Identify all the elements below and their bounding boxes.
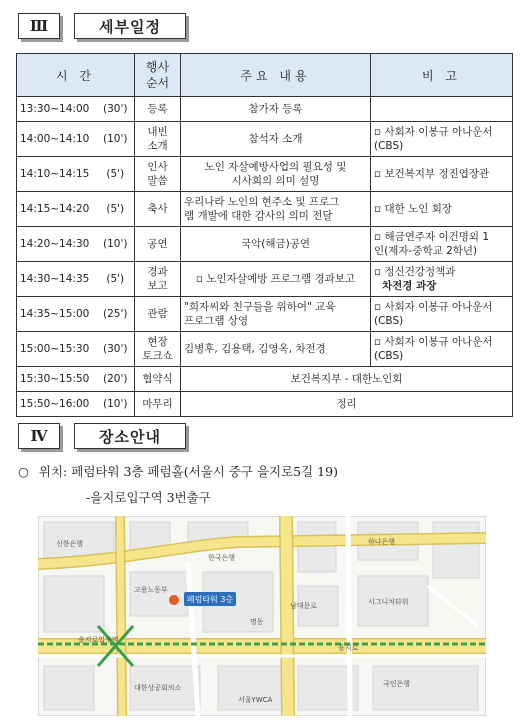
map-label-chamber: 대한상공회의소 — [134, 684, 182, 692]
section-3-heading — [18, 12, 186, 40]
header-note: 비 고 — [371, 54, 513, 97]
row-duration: (5') — [97, 157, 135, 192]
row-event: 공연 — [135, 227, 181, 262]
table-row — [17, 367, 513, 392]
header-event-label: 행사 순서 — [145, 60, 170, 90]
row-start: 14:20~14:30 — [17, 227, 97, 262]
row-desc: 정리 — [181, 392, 513, 417]
row-start: 14:30~14:35 — [17, 262, 97, 297]
row-duration: (25') — [97, 297, 135, 332]
row-note-bold: 차전경 과장 — [382, 280, 437, 292]
row-desc: 노인 자살예방사업의 필요성 및 시사회의 의미 설명 — [181, 157, 371, 192]
location-address: 위치: 페럼타워 3층 페럼홀(서울시 중구 을지로5길 19) — [38, 464, 338, 479]
row-duration: (10') — [97, 122, 135, 157]
table-row — [17, 297, 513, 332]
map-label-ywca: 서울YWCA — [238, 696, 273, 704]
row-desc: 김병후, 김용택, 김영옥, 차전경 — [181, 332, 371, 367]
row-start: 14:15~14:20 — [17, 192, 97, 227]
row-start: 15:30~15:50 — [17, 367, 97, 392]
table-row — [17, 97, 513, 122]
row-note: ▫ 해금연주자 이건명외 1 인(제자-중학교 2학년) — [371, 227, 513, 262]
row-event: 현장 토크쇼 — [135, 332, 181, 367]
row-desc: "희자씨와 친구들을 위하여" 교육 프로그램 상영 — [181, 297, 371, 332]
table-row — [17, 262, 513, 297]
table-row — [17, 392, 513, 417]
row-note: ▫ 정신건강정책과 — [374, 266, 456, 278]
row-event: 축사 — [135, 192, 181, 227]
row-duration: (5') — [97, 192, 135, 227]
row-event: 경과 보고 — [135, 262, 181, 297]
map-label-road1: 을지로 — [338, 644, 359, 652]
section-4-number: Ⅳ — [18, 423, 60, 449]
row-desc: 참가자 등록 — [181, 97, 371, 122]
row-event: 내빈 소개 — [135, 122, 181, 157]
map-label-road2: 남대문로 — [290, 602, 318, 610]
header-event — [135, 54, 181, 97]
row-event: 인사 말씀 — [135, 157, 181, 192]
section-4-heading — [18, 422, 186, 450]
venue-label: 페럼타워 3층 — [186, 595, 234, 604]
location-subway: -을지로입구역 3번출구 — [86, 490, 211, 505]
row-desc: 우리나라 노인의 현주소 및 프로그 램 개발에 대한 감사의 의미 전달 — [181, 192, 371, 227]
header-content: 주요 내용 — [181, 54, 371, 97]
row-note: ▫ 사회자 이봉규 아나운서 (CBS) — [371, 122, 513, 157]
row-duration: (10') — [97, 392, 135, 417]
table-row — [17, 122, 513, 157]
bullet-circle: ○ — [18, 464, 29, 479]
map-label-station: 을지로입구역 — [78, 636, 119, 644]
row-desc: 국악(해금)공연 — [181, 227, 371, 262]
row-note: ▫ 사회자 이봉규 아나운서 (CBS) — [371, 332, 513, 367]
row-note: ▫ 사회자 이봉규 아나운서 (CBS) — [371, 297, 513, 332]
row-start: 14:35~15:00 — [17, 297, 97, 332]
row-duration: (5') — [97, 262, 135, 297]
row-start: 15:50~16:00 — [17, 392, 97, 417]
section-3-number: Ⅲ — [18, 13, 60, 39]
row-start: 13:30~14:00 — [17, 97, 97, 122]
row-start: 14:00~14:10 — [17, 122, 97, 157]
table-row — [17, 192, 513, 227]
row-event: 협약식 — [135, 367, 181, 392]
row-note-cell — [371, 262, 513, 297]
row-note: ▫ 보건복지부 정진엽장관 — [371, 157, 513, 192]
map-label-hotel: 한국은행 — [208, 554, 236, 562]
row-duration: (30') — [97, 332, 135, 367]
header-time: 시 간 — [17, 54, 135, 97]
row-start: 14:10~14:15 — [17, 157, 97, 192]
row-note: ▫ 대한 노인 회장 — [371, 192, 513, 227]
table-row — [17, 332, 513, 367]
section-4-title: 장소안내 — [74, 423, 186, 449]
map-label-bank3: 국민은행 — [383, 680, 411, 688]
row-note — [371, 97, 513, 122]
row-desc: 참석자 소개 — [181, 122, 371, 157]
table-row — [17, 227, 513, 262]
row-event: 등록 — [135, 97, 181, 122]
map-label-district: 명동 — [250, 618, 264, 626]
row-event: 관람 — [135, 297, 181, 332]
section-3-title: 세부일정 — [74, 13, 186, 39]
row-desc: 보건복지부 - 대한노인회 — [181, 367, 513, 392]
map-label-tower: 시그니처타워 — [368, 598, 409, 606]
location-map[interactable] — [38, 516, 486, 716]
row-duration: (10') — [97, 227, 135, 262]
table-row — [17, 157, 513, 192]
row-duration: (30') — [97, 97, 135, 122]
map-label-ministry: 고용노동부 — [134, 586, 168, 594]
map-label-bank2: 하나은행 — [368, 538, 396, 546]
location-line — [18, 462, 338, 480]
row-start: 15:00~15:30 — [17, 332, 97, 367]
map-label-bank1: 신한은행 — [56, 540, 84, 548]
schedule-table — [16, 53, 513, 417]
row-event: 마무리 — [135, 392, 181, 417]
row-desc: ▫ 노인자살예방 프로그램 경과보고 — [181, 262, 371, 297]
row-duration: (20') — [97, 367, 135, 392]
